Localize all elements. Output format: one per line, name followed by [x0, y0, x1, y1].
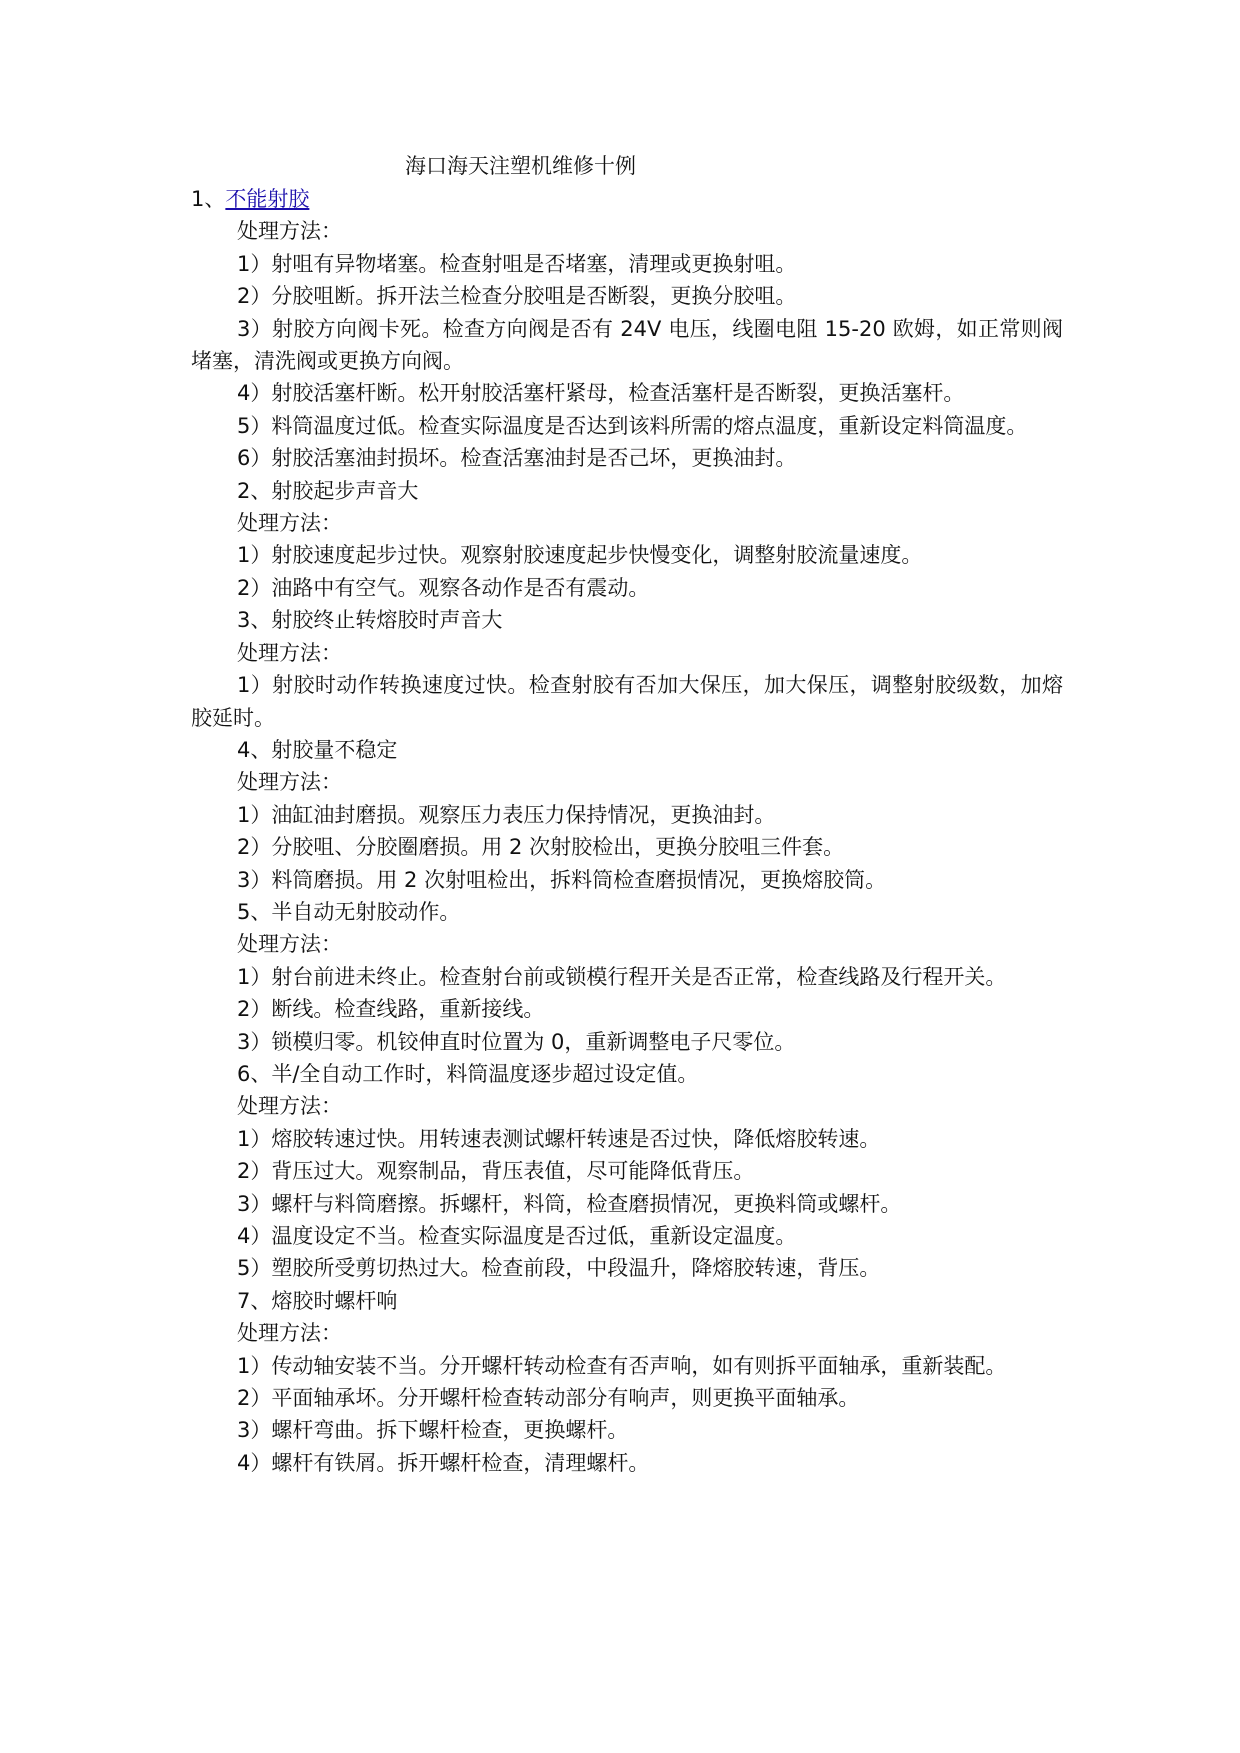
paragraph-line: 处理方法： — [237, 511, 342, 536]
document-body — [191, 183, 1063, 1479]
paragraph-line: 2、射胶起步声音大 — [237, 478, 419, 503]
paragraph-line: 3）料筒磨损。用 2 次射咀检出，拆料筒检查磨损情况，更换熔胶筒。 — [237, 867, 887, 892]
paragraph-line: 4）射胶活塞杆断。松开射胶活塞杆紧母，检查活塞杆是否断裂，更换活塞杆。 — [237, 381, 965, 406]
paragraph-line: 处理方法： — [237, 932, 342, 957]
paragraph-line: 5）塑胶所受剪切热过大。检查前段，中段温升，降熔胶转速，背压。 — [237, 1256, 881, 1281]
paragraph-line: 1）射台前进未终止。检查射台前或锁模行程开关是否正常，检查线路及行程开关。 — [237, 964, 1007, 989]
section-heading-1 — [191, 183, 1063, 215]
paragraph-line: 处理方法： — [237, 770, 342, 795]
paragraph-line: 2）平面轴承坏。分开螺杆检查转动部分有响声，则更换平面轴承。 — [237, 1386, 860, 1411]
paragraph-line: 处理方法： — [237, 1321, 342, 1346]
paragraph-line: 5）料筒温度过低。检查实际温度是否达到该料所需的熔点温度，重新设定料筒温度。 — [237, 413, 1028, 438]
paragraph-line: 7、熔胶时螺杆响 — [237, 1288, 398, 1313]
section-number: 1、 — [191, 187, 226, 211]
paragraph-line: 3）螺杆与料筒磨擦。拆螺杆，料筒，检查磨损情况，更换料筒或螺杆。 — [237, 1191, 902, 1216]
paragraph-line: 2）断线。检查线路，重新接线。 — [237, 997, 545, 1022]
section-link-no-injection[interactable]: 不能射胶 — [225, 187, 310, 211]
paragraph-list — [191, 215, 1063, 1479]
paragraph-line: 2）分胶咀、分胶圈磨损。用 2 次射胶检出，更换分胶咀三件套。 — [237, 835, 845, 860]
paragraph-line: 5、半自动无射胶动作。 — [237, 899, 461, 924]
page-title: 海口海天注塑机维修十例 — [405, 154, 636, 178]
paragraph-line: 1）熔胶转速过快。用转速表测试螺杆转速是否过快，降低熔胶转速。 — [237, 1126, 881, 1151]
paragraph-line: 3）螺杆弯曲。拆下螺杆检查，更换螺杆。 — [237, 1418, 629, 1443]
paragraph-line: 3）锁模归零。机铰伸直时位置为 0，重新调整电子尺零位。 — [237, 1029, 796, 1054]
paragraph-line: 6）射胶活塞油封损坏。检查活塞油封是否己坏，更换油封。 — [237, 446, 797, 471]
paragraph-line: 1）射咀有异物堵塞。检查射咀是否堵塞，清理或更换射咀。 — [237, 251, 797, 276]
paragraph-line: 2）油路中有空气。观察各动作是否有震动。 — [237, 575, 650, 600]
paragraph-line: 处理方法： — [237, 1094, 342, 1119]
paragraph-line: 1）射胶时动作转换速度过快。检查射胶有否加大保压，加大保压，调整射胶级数，加熔胶延时。 — [191, 673, 1063, 730]
paragraph-line: 1）射胶速度起步过快。观察射胶速度起步快慢变化，调整射胶流量速度。 — [237, 543, 923, 568]
paragraph-line: 3、射胶终止转熔胶时声音大 — [237, 608, 503, 633]
paragraph-line: 2）背压过大。观察制品，背压表值，尽可能降低背压。 — [237, 1159, 755, 1184]
paragraph-line: 2）分胶咀断。拆开法兰检查分胶咀是否断裂，更换分胶咀。 — [237, 284, 797, 309]
paragraph-line: 4）螺杆有铁屑。拆开螺杆检查，清理螺杆。 — [237, 1450, 650, 1475]
paragraph-line: 处理方法： — [237, 640, 342, 665]
paragraph-line: 4）温度设定不当。检查实际温度是否过低，重新设定温度。 — [237, 1224, 797, 1248]
paragraph-line: 4、射胶量不稳定 — [237, 737, 398, 762]
paragraph-line: 3）射胶方向阀卡死。检查方向阀是否有 24V 电压，线圈电阻 15-20 欧姆，如正常则阀堵塞，清洗阀或更换方向阀。 — [191, 316, 1063, 374]
paragraph-line: 6、半/全自动工作时，料筒温度逐步超过设定值。 — [237, 1061, 699, 1086]
paragraph-line: 处理方法： — [237, 219, 342, 244]
paragraph-line: 1）传动轴安装不当。分开螺杆转动检查有否声响，如有则拆平面轴承，重新装配。 — [237, 1353, 1007, 1378]
paragraph-line: 1）油缸油封磨损。观察压力表压力保持情况，更换油封。 — [237, 802, 776, 827]
